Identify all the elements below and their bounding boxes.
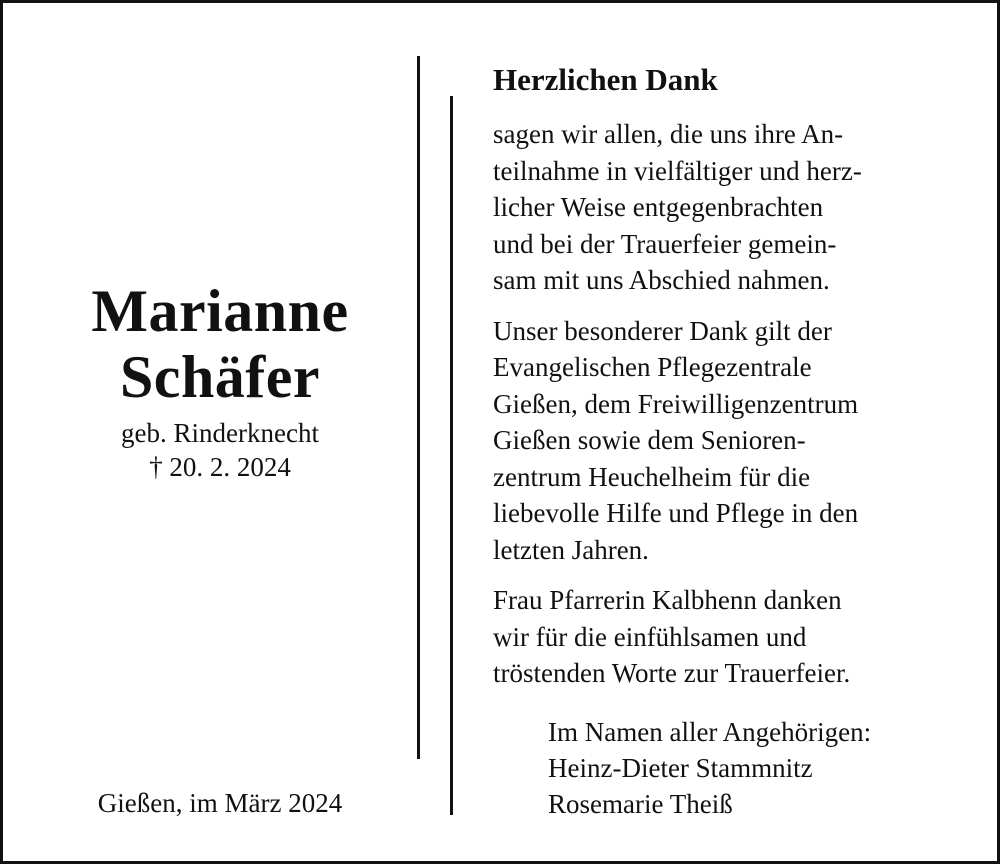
text-line: letzten Jahren. [493, 534, 649, 565]
paragraph-1 [493, 116, 963, 299]
deceased-block [20, 278, 420, 484]
text-line: Gießen sowie dem Senioren- [493, 425, 806, 455]
text-line: Frau Pfarrerin Kalbhenn danken [493, 585, 842, 615]
text-line: Unser besonderer Dank gilt der [493, 315, 832, 346]
text-line: licher Weise entgegenbrachten [493, 192, 824, 222]
divider-line-right [450, 96, 453, 815]
text-line: Evangelischen Pflegezentrale [493, 352, 812, 382]
text-line: sagen wir allen, die uns ihre An- [493, 119, 844, 149]
divider-line-left [417, 56, 420, 759]
text-line: liebevolle Hilfe und Pflege in den [493, 498, 859, 528]
text-line: teilnahme in vielfältiger und herz- [493, 155, 862, 186]
text-line: zentrum Heuchelheim für die [493, 461, 811, 492]
text-line: und bei der Trauerfeier gemein- [493, 228, 837, 259]
deceased-last-name: Schäfer [119, 344, 321, 410]
death-date: † 20. 2. 2024 [149, 452, 291, 482]
text-line: wir für die einfühlsamen und [493, 621, 807, 652]
signature-name: Heinz-Dieter Stammnitz [548, 753, 813, 783]
thanks-heading: Herzlichen Dank [493, 62, 718, 97]
birth-name: geb. Rinderknecht [121, 418, 319, 448]
paragraph-2 [493, 313, 963, 569]
text-line: tröstenden Worte zur Trauerfeier. [493, 658, 851, 688]
text-line: sam mit uns Abschied nahmen. [493, 265, 830, 295]
place-date: Gießen, im März 2024 [97, 788, 343, 818]
signature-name: Rosemarie Theiß [548, 789, 733, 819]
signature-block [548, 714, 871, 822]
text-line: Gießen, dem Freiwilligenzentrum [493, 388, 859, 419]
paragraph-3 [493, 582, 963, 692]
thanks-text-block [493, 58, 963, 706]
signature-intro: Im Namen aller Angehörigen: [548, 717, 872, 747]
deceased-first-name: Marianne [91, 278, 349, 344]
